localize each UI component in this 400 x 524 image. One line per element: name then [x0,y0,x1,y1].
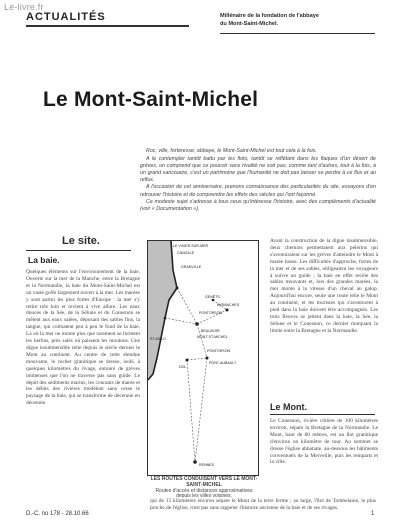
section-rule [26,25,189,27]
site-heading: Le site. [62,235,100,247]
access-text: Avant la construction de la digue insubmersible, deux chemins permettaient aux pèlerins qui s'aventuraient sur les grèves d'atteindre le Mont à marée basse. Les difficultés d'approche, fortes de la mer et de ses sables, obligeaient les voyageurs à suivre un guide ; la baie en effet recèle des sables mouvants et, lors des grandes marées, la mer monte à la vitesse d'un cheval au galop. Aujourd'hui encore, seule une route relie le Mont au continent, et les touristes qui s'aventurent à pied dans la baie doivent être accompagnés. Les trois fleuves se jettent dans la baie, la Sée, la Sélune et le Couesnon, ce dernier marquant la limite entre la Bretagne et la Normandie. [270,238,378,334]
intro-paragraph: Ce modeste sujet s'adresse à tous ceux qu'intéresse l'histoire, avec des compléments d'actualité (voir « Documentation »). [140,199,376,213]
town-dot [164,317,167,320]
right-column [270,238,378,496]
town-dot [195,322,199,326]
town-dot [176,287,179,290]
map-label: GENÊTS [205,295,220,299]
intro-text [140,148,376,214]
town-dot [226,309,229,312]
town-dot [206,357,209,360]
mont-heading: Le Mont. [270,402,307,412]
header-note [220,13,360,28]
baie-text: Quelques éléments sur l'environnement de la baie. Ouverte sur la mer de la Manche, entre la Bretagne et la Normandie, la baie du Mont-Saint-Michel est un vaste golfe largement ouvert à la mer. Les marées y sont parmi les plus fortes d'Europe : la mer s'y retire très loin et revient à vive allure. Les eaux douces de la Sée, de la Sélune et du Couesnon se mêlent aux eaux salées, déposant des sables fins, la tangue, qui colmatent peu à peu le fond de la baie. Là où la mer ne monte plus que rarement se forment les herbus, prés salés où paissent les moutons. Une digue insubmersible relie depuis le siècle dernier le Mont au continent. Au centre de cette étendue mouvante, le rocher granitique se dresse, isolé, à quelques kilomètres du rivage, entouré de grèves immenses que l'on ne traverse pas sans guide. Le dépôt des sédiments marins, les courants de marée et les débits des rivières modèlent sans cesse le paysage de la baie, qui se transforme de décennie en décennie. [26,269,140,407]
baie-subheading: La baie. [28,255,60,265]
page-number: 1 [371,511,375,517]
header-note-line: Millénaire de la fondation de l'abbaye [220,13,319,19]
map-label: DOL [179,365,187,369]
map-label: PONTORSON [207,349,231,353]
intro-paragraph: A le contempler tantôt battu par les flots, tantôt se reflétant dans les flaques d'un désert de grèves, on comprend que ce pouvoir sans rivalité ne soit pas, comme tant d'autres, tout à la fois, à un grand sanctuaire, c'est un patrimoine que l'humanité ne doit pas laisser se perdre à ce flux et au reflux. [140,155,376,183]
section-label: ACTUALITÉS [26,11,106,23]
map-label: CANCALE [177,251,194,255]
map-label: LE VIVIER-SUR-MER [173,244,209,248]
header-note-rule [220,33,375,34]
town-dot [212,299,215,302]
map-label: ST-MALO [150,337,166,341]
bay-map [147,240,259,476]
mont-text: Le Couesnon, rivière côtière de 100 kilomètres environ, sépare la Bretagne de la Normandie. Le Mont, haut de 80 mètres, est un îlot granitique d'environ un kilomètre de tour. Au sommet se dresse l'église abbatiale, au-dessous les bâtiments conventuels de la Merveille, puis les remparts et la ville. [270,418,378,466]
site-rule [26,250,131,251]
map-label: AVRANCHES [217,303,240,307]
bottom-text: qui de 15 kilomètres environ sépare le Mont de la terre ferme ; au large, l'îlot de Tombelaine, le plus proche de l'église, n'est pas sans rappeler l'histoire ancienne de la baie et de ses rivages. [150,498,376,511]
intro-paragraph: A l'occasion de cet anniversaire, prenons connaissance des particularités du site, essayons d'en retrouver l'histoire et de comprendre les effets des siècles qui l'ont façonné. [140,184,376,198]
map-label: MONT-ST-MICHEL [197,335,228,339]
town-dot [186,359,189,362]
site-watermark: Le-livre.fr [4,2,44,12]
map-label: PONT-AUBAULT [209,361,237,365]
map-label: RENNES [199,463,214,467]
map-label: PONTORSON [199,311,223,315]
left-column [26,235,140,494]
mont-rule [270,414,375,415]
town-dot [193,460,197,464]
page-title: Le Mont-Saint-Michel [43,88,259,111]
issue-reference: D.-C. no 178 - 28.10.66 [26,511,89,517]
map-label: GRANVILLE [181,265,202,269]
map-caption-title: LES ROUTES CONDUISENT VERS LE MONT-SAINT-MICHEL [150,476,258,488]
intro-paragraph: Roc, ville, forteresse, abbaye, le Mont-Saint-Michel est tout cela à la fois. [146,148,317,154]
header-note-line: du Mont-Saint-Michel. [220,20,279,27]
map-caption-subtitle: Routes d'accès et distances approximatives depuis les villes voisines. [155,487,253,500]
map-caption [150,477,258,500]
map-label: BEAUVOIR [201,329,220,333]
